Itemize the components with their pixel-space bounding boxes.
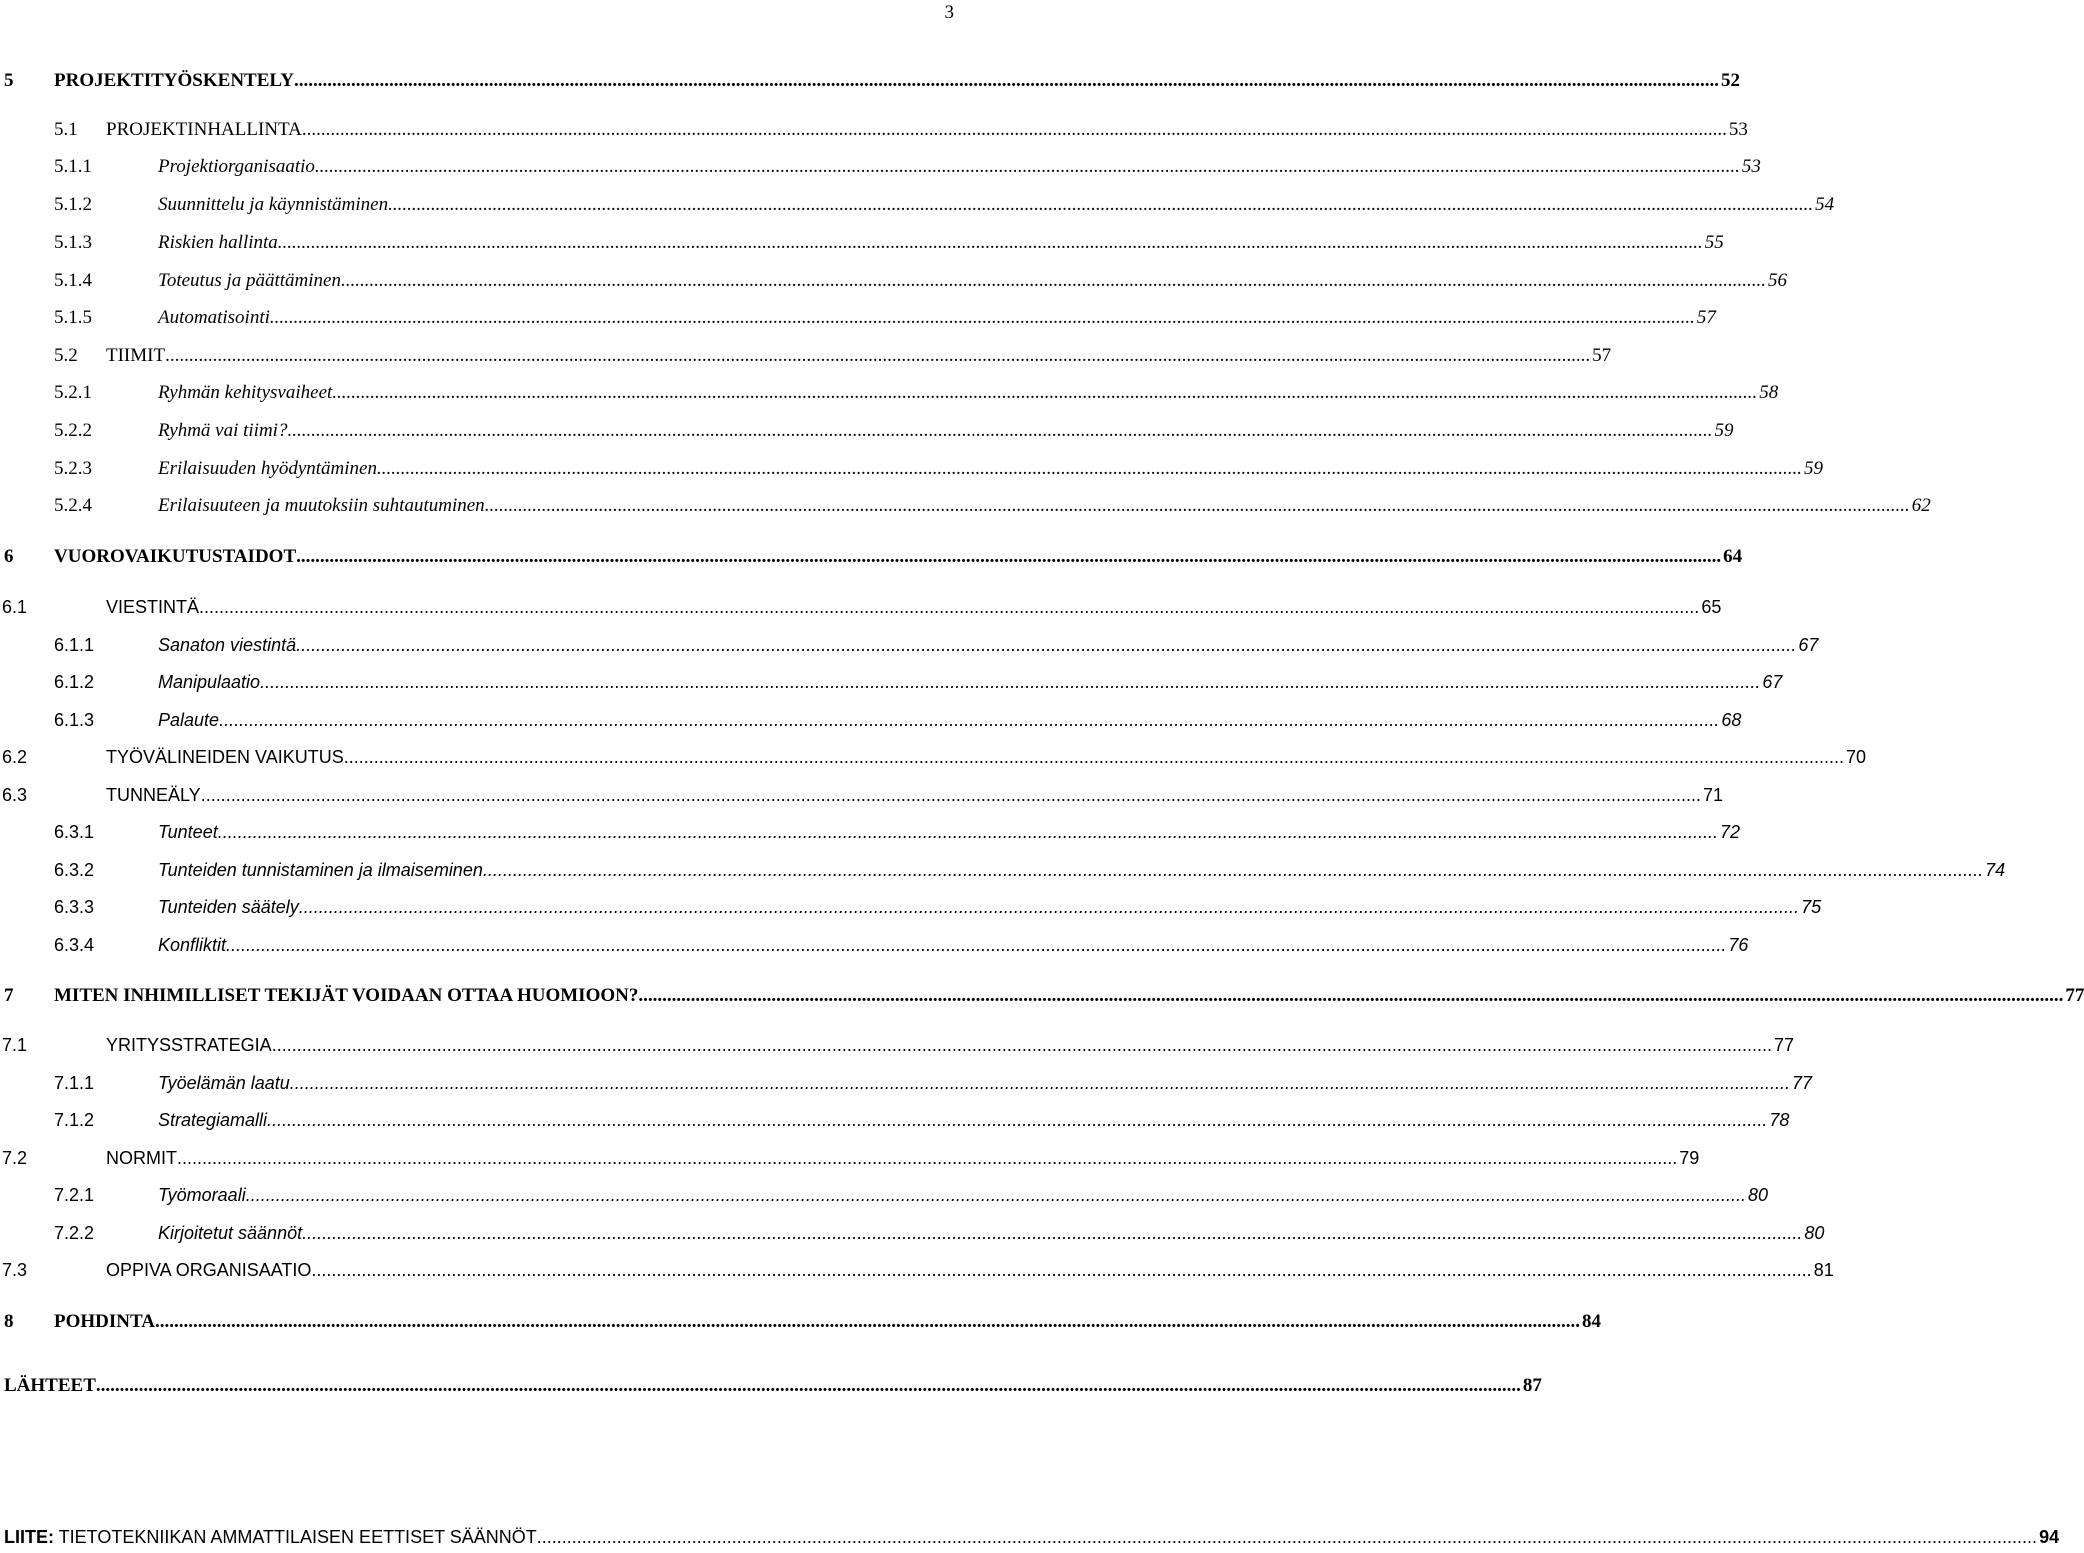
toc-entry[interactable]	[0, 1223, 1825, 1249]
toc-entry-page: 57	[1696, 307, 1716, 328]
toc-entry-title: NORMIT	[106, 1148, 177, 1168]
toc-entry-title: Palaute	[158, 710, 220, 730]
toc-entry[interactable]	[0, 897, 1822, 923]
toc-entry-page: 52	[1721, 70, 1741, 91]
toc-entry[interactable]	[0, 546, 1743, 572]
toc-entry[interactable]	[0, 1311, 1601, 1337]
toc-entry-page: 53	[1741, 156, 1761, 177]
toc-entry[interactable]	[0, 458, 1823, 484]
toc-entry-page: 75	[1801, 897, 1822, 917]
toc-leader-dots: ............................................................................................................................................................................................................................................................................................................	[638, 985, 2064, 1006]
toc-entry[interactable]	[0, 597, 1722, 623]
toc-leader-dots: ............................................................................................................................................................................................................................................................................................................	[536, 1527, 2038, 1547]
toc-entry-title: TYÖVÄLINEIDEN VAIKUTUS	[106, 747, 344, 767]
toc-entry-number: 5.1	[54, 119, 78, 140]
toc-entry-title: OPPIVA ORGANISAATIO	[106, 1260, 312, 1280]
toc-entry[interactable]	[0, 635, 1819, 661]
toc-entry[interactable]	[0, 1110, 1790, 1136]
toc-entry[interactable]	[0, 1073, 1813, 1099]
toc-entry[interactable]	[0, 747, 1867, 773]
toc-entry[interactable]	[0, 1035, 1795, 1061]
toc-entry[interactable]	[0, 232, 1724, 258]
toc-entry-number: 5	[4, 70, 14, 91]
toc-entry-number: 5.2	[54, 345, 78, 366]
toc-entry-number: 5.1.1	[54, 156, 92, 177]
toc-entry-number: 6.1.1	[54, 635, 95, 655]
toc-entry-title: Erilaisuuteen ja muutoksiin suhtautuminen	[158, 495, 485, 516]
toc-leader-dots: ............................................................................................................................................................................................................................................................................................................	[199, 597, 1700, 617]
toc-leader-dots: ............................................................................................................................................................................................................................................................................................................	[343, 747, 1845, 767]
toc-leader-dots: ............................................................................................................................................................................................................................................................................................................	[217, 822, 1719, 842]
toc-entry[interactable]	[0, 1260, 1834, 1286]
toc-leader-dots: ............................................................................................................................................................................................................................................................................................................	[484, 495, 1910, 516]
toc-entry[interactable]	[0, 1375, 1542, 1401]
toc-entry-title: Riskien hallinta	[158, 232, 278, 253]
toc-entry-title: YRITYSSTRATEGIA	[106, 1035, 272, 1055]
toc-entry-page: 79	[1679, 1148, 1700, 1168]
toc-leader-dots: ............................................................................................................................................................................................................................................................................................................	[260, 672, 1761, 692]
toc-entry-number: 6.3.1	[54, 822, 95, 842]
toc-entry-page: 87	[1522, 1375, 1542, 1396]
toc-entry[interactable]	[0, 194, 1835, 220]
toc-entry-title: Työelämän laatu	[158, 1073, 290, 1093]
toc-entry-page: 68	[1721, 710, 1742, 730]
toc-entry-title: Projektiorganisaatio	[158, 156, 315, 177]
toc-leader-dots: ............................................................................................................................................................................................................................................................................................................	[301, 119, 1727, 140]
toc-entry-page: 55	[1704, 232, 1724, 253]
toc-entry-page: 77	[1774, 1035, 1795, 1055]
toc-entry-title: Tunteiden säätely	[158, 897, 299, 917]
toc-entry-number: 5.2.2	[54, 420, 92, 441]
toc-leader-dots: ............................................................................................................................................................................................................................................................................................................	[269, 307, 1695, 328]
toc-leader-dots: ............................................................................................................................................................................................................................................................................................................	[294, 70, 1720, 91]
toc-entry-number: 6.3.4	[54, 935, 95, 955]
toc-entry[interactable]	[0, 495, 1931, 521]
toc-leader-dots: ............................................................................................................................................................................................................................................................................................................	[388, 194, 1814, 215]
toc-entry-title: Suunnittelu ja käynnistäminen	[158, 194, 389, 215]
toc-leader-dots: ............................................................................................................................................................................................................................................................................................................	[377, 458, 1802, 479]
toc-entry[interactable]	[0, 860, 2006, 886]
toc-entry[interactable]	[0, 1148, 1700, 1174]
toc-entry[interactable]	[0, 156, 1761, 182]
toc-entry-title: TUNNEÄLY	[106, 785, 201, 805]
toc-entry-page: 70	[1846, 747, 1867, 767]
toc-leader-dots: ............................................................................................................................................................................................................................................................................................................	[200, 785, 1701, 805]
toc-leader-dots: ............................................................................................................................................................................................................................................................................................................	[287, 420, 1713, 441]
toc-entry-number: 7.1.1	[54, 1073, 95, 1093]
toc-entry-title: PROJEKTINHALLINTA	[106, 119, 302, 140]
toc-entry[interactable]	[0, 710, 1742, 736]
toc-entry-title: VIESTINTÄ	[106, 597, 200, 617]
toc-entry-page: 94	[2039, 1527, 2060, 1547]
toc-entry-number: 7.1	[2, 1035, 28, 1055]
toc-entry-page: 76	[1728, 935, 1749, 955]
toc-leader-dots: ............................................................................................................................................................................................................................................................................................................	[277, 232, 1703, 253]
toc-entry-title: TIIMIT	[106, 345, 166, 366]
toc-entry-title: LÄHTEET	[4, 1375, 96, 1396]
toc-entry-title: Strategiamalli	[158, 1110, 268, 1130]
toc-entry-page: 81	[1813, 1260, 1834, 1280]
toc-entry-number: 6.1	[2, 597, 28, 617]
toc-entry-number: 7.2.2	[54, 1223, 95, 1243]
toc-entry-title-rest: TIETOTEKNIIKAN AMMATTILAISEN EETTISET SÄÄNNÖT	[54, 1527, 537, 1547]
toc-entry[interactable]	[0, 382, 1779, 408]
toc-entry-number: 6.1.2	[54, 672, 95, 692]
toc-entry-number: 5.2.4	[54, 495, 92, 516]
toc-entry[interactable]	[0, 119, 1748, 145]
toc-entry-number: 6.2	[2, 747, 28, 767]
toc-entry-title: Sanaton viestintä	[158, 635, 297, 655]
toc-entry-number: 6	[4, 546, 14, 567]
toc-leader-dots: ............................................................................................................................................................................................................................................................................................................	[302, 1223, 1803, 1243]
toc-entry[interactable]	[0, 1527, 2060, 1553]
toc-leader-dots: ............................................................................................................................................................................................................................................................................................................	[296, 546, 1722, 567]
toc-entry-title: MITEN INHIMILLISET TEKIJÄT VOIDAAN OTTAA HUOMIOON?	[54, 985, 639, 1006]
toc-entry-page: 57	[1592, 345, 1612, 366]
toc-entry-title: Automatisointi	[158, 307, 270, 328]
toc-leader-dots: ............................................................................................................................................................................................................................................................................................................	[245, 1185, 1746, 1205]
toc-entry-number: 5.1.4	[54, 270, 92, 291]
toc-entry-title: Ryhmän kehitysvaiheet	[158, 382, 333, 403]
toc-leader-dots: ............................................................................................................................................................................................................................................................................................................	[332, 382, 1758, 403]
toc-entry-number: 8	[4, 1311, 14, 1332]
toc-leader-dots: ............................................................................................................................................................................................................................................................................................................	[177, 1148, 1678, 1168]
toc-leader-dots: ............................................................................................................................................................................................................................................................................................................	[95, 1375, 1521, 1396]
toc-entry-page: 64	[1723, 546, 1743, 567]
toc-entry-page: 67	[1798, 635, 1819, 655]
toc-entry-page: 74	[1985, 860, 2006, 880]
toc-entry-page: 80	[1804, 1223, 1825, 1243]
page-number: 3	[944, 2, 954, 23]
toc-entry-title: Ryhmä vai tiimi?	[158, 420, 288, 441]
toc-entry-number: 5.1.5	[54, 307, 92, 328]
toc-entry-title: PROJEKTITYÖSKENTELY	[54, 70, 295, 91]
toc-leader-dots: ............................................................................................................................................................................................................................................................................................................	[154, 1311, 1580, 1332]
toc-leader-dots: ............................................................................................................................................................................................................................................................................................................	[271, 1035, 1772, 1055]
toc-entry-number: 6.3.2	[54, 860, 95, 880]
toc-entry-number: 5.1.3	[54, 232, 92, 253]
toc-entry-number: 7.2	[2, 1148, 28, 1168]
toc-entry-page: 67	[1762, 672, 1783, 692]
toc-entry-page: 54	[1815, 194, 1835, 215]
toc-entry-title: Toteutus ja päättäminen	[158, 270, 341, 291]
toc-leader-dots: ............................................................................................................................................................................................................................................................................................................	[219, 710, 1720, 730]
toc-entry-page: 72	[1720, 822, 1741, 842]
toc-entry-page: 53	[1728, 119, 1748, 140]
toc-entry-page: 62	[1911, 495, 1931, 516]
toc-entry[interactable]	[0, 70, 1741, 96]
toc-entry-number: 7	[4, 985, 14, 1006]
toc-entry[interactable]	[0, 307, 1716, 333]
toc-leader-dots: ............................................................................................................................................................................................................................................................................................................	[296, 635, 1797, 655]
toc-entry-number: 7.3	[2, 1260, 28, 1280]
toc-leader-dots: ............................................................................................................................................................................................................................................................................................................	[340, 270, 1766, 291]
toc-entry-number: 7.2.1	[54, 1185, 95, 1205]
toc-entry-title: LIITE:	[4, 1527, 54, 1547]
toc-entry-page: 56	[1767, 270, 1787, 291]
toc-leader-dots: ............................................................................................................................................................................................................................................................................................................	[311, 1260, 1812, 1280]
toc-entry-page: 71	[1702, 785, 1724, 805]
toc-leader-dots: ............................................................................................................................................................................................................................................................................................................	[226, 935, 1727, 955]
toc-entry-title: Manipulaatio	[158, 672, 261, 692]
toc-leader-dots: ............................................................................................................................................................................................................................................................................................................	[165, 345, 1591, 366]
toc-entry[interactable]	[0, 785, 1724, 811]
toc-entry-number: 6.1.3	[54, 710, 95, 730]
toc-entry[interactable]	[0, 345, 1612, 371]
toc-entry-page: 77	[2065, 985, 2084, 1006]
toc-entry-page: 78	[1769, 1110, 1790, 1130]
toc-entry-title: Tunteiden tunnistaminen ja ilmaiseminen	[158, 860, 483, 880]
toc-entry[interactable]	[0, 420, 1734, 446]
toc-leader-dots: ............................................................................................................................................................................................................................................................................................................	[289, 1073, 1791, 1093]
toc-entry-title: Kirjoitetut säännöt	[158, 1223, 303, 1243]
toc-entry-number: 7.1.2	[54, 1110, 95, 1130]
toc-entry[interactable]	[0, 985, 2084, 1011]
toc-entry-page: 84	[1581, 1311, 1601, 1332]
toc-entry[interactable]	[0, 822, 1741, 848]
toc-leader-dots: ............................................................................................................................................................................................................................................................................................................	[482, 860, 1984, 880]
toc-leader-dots: ............................................................................................................................................................................................................................................................................................................	[298, 897, 1800, 917]
toc-entry-page: 58	[1759, 382, 1779, 403]
toc-entry-title: Konfliktit	[158, 935, 227, 955]
toc-entry-title: Tunteet	[158, 822, 218, 842]
toc-leader-dots: ............................................................................................................................................................................................................................................................................................................	[314, 156, 1740, 177]
toc-entry-title: Erilaisuuden hyödyntäminen	[158, 458, 377, 479]
toc-entry-page: 80	[1748, 1185, 1769, 1205]
toc-leader-dots: ............................................................................................................................................................................................................................................................................................................	[267, 1110, 1768, 1130]
toc-entry-page: 65	[1701, 597, 1722, 617]
toc-entry[interactable]	[0, 672, 1783, 698]
toc-entry-number: 5.2.1	[54, 382, 92, 403]
toc-entry-number: 6.3	[2, 785, 28, 805]
toc-entry[interactable]	[0, 935, 1749, 961]
toc-entry-title: Työmoraali	[158, 1185, 246, 1205]
toc-entry-page: 59	[1714, 420, 1734, 441]
toc-entry-number: 5.1.2	[54, 194, 92, 215]
toc-entry-page: 59	[1804, 458, 1823, 479]
toc-entry-title: VUOROVAIKUTUSTAIDOT	[54, 546, 297, 567]
toc-entry[interactable]	[0, 270, 1787, 296]
toc-entry[interactable]	[0, 1185, 1769, 1211]
toc-entry-number: 5.2.3	[54, 458, 92, 479]
toc-entry-number: 6.3.3	[54, 897, 95, 917]
toc-entry-page: 77	[1792, 1073, 1813, 1093]
toc-entry-title: POHDINTA	[54, 1311, 155, 1332]
